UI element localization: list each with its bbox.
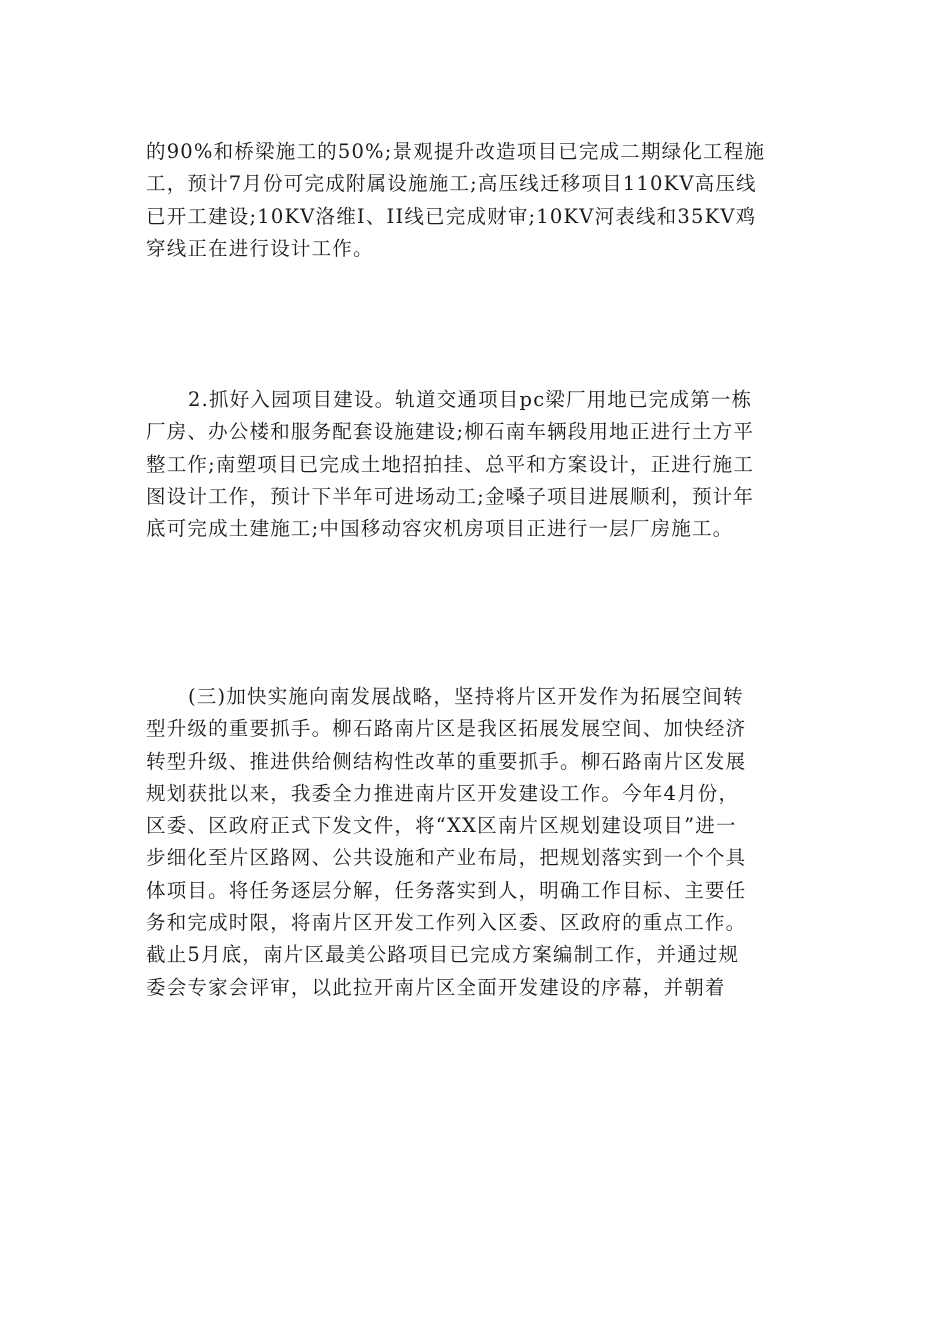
paragraph-line: (三)加快实施向南发展战略，坚持将片区开发作为拓展空间转	[188, 685, 744, 708]
paragraph-line: 已开工建设;10KV洛维I、II线已完成财审;10KV河表线和35KV鸡	[146, 204, 757, 228]
paragraph-3	[146, 681, 806, 1004]
paragraph-line: 步细化至片区路网、公共设施和产业布局，把规划落实到一个个具	[146, 846, 747, 870]
paragraph-line: 体项目。将任务逐层分解，任务落实到人，明确工作目标、主要任	[146, 878, 747, 902]
paragraph-line: 区委、区政府正式下发文件，将“XX区南片区规划建设项目”进一	[146, 814, 737, 838]
paragraph-line: 穿线正在进行设计工作。	[146, 236, 374, 260]
paragraph-1	[146, 136, 806, 265]
paragraph-line: 务和完成时限，将南片区开发工作列入区委、区政府的重点工作。	[146, 911, 747, 935]
paragraph-line: 规划获批以来，我委全力推进南片区开发建设工作。今年4月份，	[146, 781, 740, 805]
paragraph-line: 整工作;南塑项目已完成土地招拍挂、总平和方案设计，正进行施工	[146, 452, 755, 476]
paragraph-line: 截止5月底，南片区最美公路项目已完成方案编制工作，并通过规	[146, 943, 740, 967]
paragraph-line: 转型升级、推进供给侧结构性改革的重要抓手。柳石路南片区发展	[146, 749, 747, 773]
paragraph-line: 型升级的重要抓手。柳石路南片区是我区拓展发展空间、加快经济	[146, 717, 747, 741]
paragraph-line: 的90%和桥梁施工的50%;景观提升改造项目已完成二期绿化工程施	[146, 140, 766, 163]
paragraph-line: 工，预计7月份可完成附属设施施工;高压线迁移项目110KV高压线	[146, 172, 757, 196]
paragraph-line: 厂房、办公楼和服务配套设施建设;柳石南车辆段用地正进行土方平	[146, 420, 755, 444]
paragraph-2	[146, 384, 806, 545]
paragraph-line: 底可完成土建施工;中国移动容灾机房项目正进行一层厂房施工。	[146, 517, 734, 541]
paragraph-line: 2.抓好入园项目建设。轨道交通项目pc梁厂用地已完成第一栋	[188, 388, 753, 411]
paragraph-line: 图设计工作，预计下半年可进场动工;金嗓子项目进展顺利，预计年	[146, 484, 755, 508]
paragraph-line: 委会专家会评审，以此拉开南片区全面开发建设的序幕，并朝着	[146, 975, 726, 999]
